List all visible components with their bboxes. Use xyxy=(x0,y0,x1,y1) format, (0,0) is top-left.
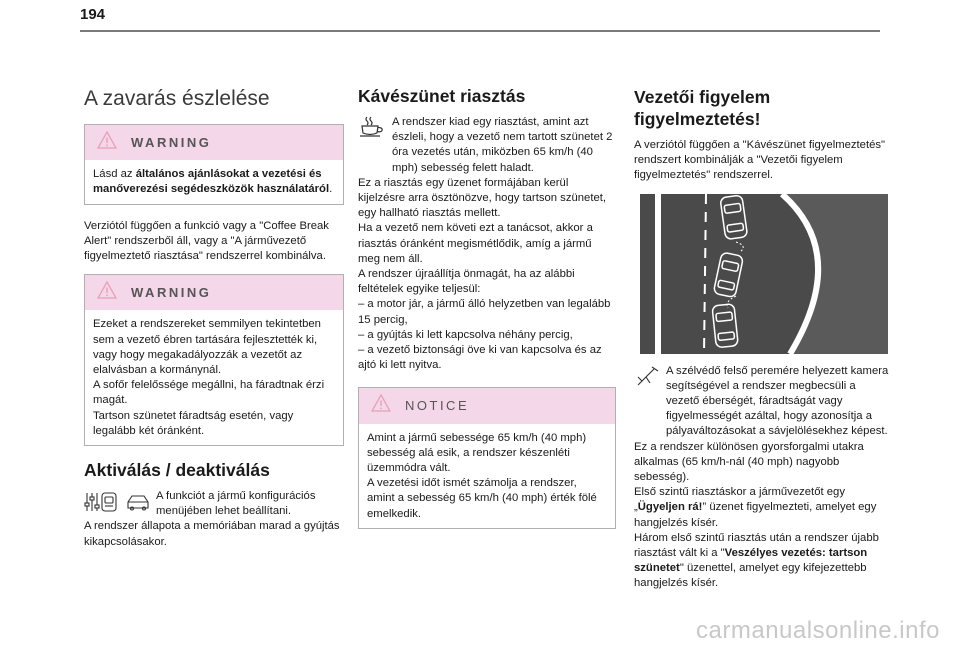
warning-header xyxy=(85,125,343,160)
notice-header xyxy=(359,388,615,423)
first-alert-suffix: ” üzenet figyelmezteti, amelyet egy hangjelzés kísér. xyxy=(634,501,877,529)
warning-triangle-icon xyxy=(97,281,117,304)
activation-memory-text: A rendszer állapota a memóriában marad a gyújtás kikapcsolásakor. xyxy=(84,520,340,548)
coffee-paragraph xyxy=(358,115,616,176)
camera-text: A szélvédő felső peremére helyezett kamera segítségével a rendszer megbecsüli a vezető éberségét, fáradtságát vagy figyelmességét azáltal, hogy azonosítja a pályaváltozásokat a sávjelölésekhez képest. xyxy=(666,364,889,438)
warning-text-prefix: Lásd az xyxy=(93,168,136,181)
coffee-repeat-text: Ha a vezető nem követi ezt a tanácsot, akkor a riasztás óránként megismétlődik, amíg a jármű meg nem áll. xyxy=(358,222,593,265)
coffee-cup-icon xyxy=(358,116,386,143)
header-divider xyxy=(80,30,880,32)
warning-line: Ezeket a rendszereket semmilyen tekintetben sem a vezető ébren tartására fejlesztették ki, vagy hogy megakadályozzák a vezetőt az elalvásban a kormánynál. xyxy=(93,318,321,377)
first-alert-prefix: Első szintű riasztáskor a járművezetőt egy „ xyxy=(634,486,845,514)
warning-triangle-icon xyxy=(97,131,117,154)
first-alert-message: Ügyeljen rá! xyxy=(637,501,703,514)
activation-paragraph xyxy=(84,489,344,519)
warning-line: A sofőr felelőssége megállni, ha fáradtnak érzi magát. xyxy=(93,379,325,407)
warning-body xyxy=(85,160,343,203)
notice-triangle-icon xyxy=(371,394,391,417)
notice-line: A vezetési időt ismét számolja a rendszer, amint a sebesség 65 km/h (40 mph) érték fölé emelkedik. xyxy=(367,477,597,520)
section-title-interference: A zavarás észlelése xyxy=(84,87,270,110)
watermark: carmanualsonline.info xyxy=(696,617,940,644)
notice-line: Amint a jármű sebessége 65 km/h (40 mph) sebesség alá esik, a rendszer készenléti üzemmódra vált. xyxy=(367,431,587,475)
intro-paragraph: Verziótól függően a funkció vagy a "Coffee Break Alert" rendszerből áll, vagy a "A járművezető figyelmeztető riasztása" rendszerrel kombinálva. xyxy=(84,219,329,263)
warning-header xyxy=(85,275,343,310)
column-left xyxy=(84,80,344,550)
reset-condition: – a gyújtás ki lett kapcsolva néhány percig, xyxy=(358,328,573,341)
warning-box-responsibility xyxy=(84,274,344,446)
second-alert-prefix: Három első szintű riasztás után a rendszer újabb riasztást vált ki a " xyxy=(634,531,879,560)
highway-text: Ez a rendszer különösen gyorsforgalmi utakra alkalmas (65 km/h-nál (40 mph) nagyobb sebesség). xyxy=(634,440,864,484)
warning-body xyxy=(85,310,343,445)
notice-label: NOTICE xyxy=(405,398,470,414)
warning-text-bold: általános ajánlásokat a vezetési és manőverezési segédeszközök használatáról xyxy=(93,168,330,196)
notice-box xyxy=(358,387,616,528)
lane-departure-illustration xyxy=(640,194,888,354)
section-title-driver-attention: Vezetői figyelem figyelmeztetés! xyxy=(634,87,771,129)
driver-attention-intro: A verziótól függően a "Kávészünet figyelmeztetés" rendszert kombinálják a "Vezetői figyelem figyelmeztetés" rendszerrel. xyxy=(634,139,886,182)
warning-line: Tartson szünetet fáradtság esetén, vagy legalább két óránként. xyxy=(93,409,294,437)
second-alert-suffix: " üzenettel, amelyet egy kifejezettebb hangjelzés kísér. xyxy=(634,562,867,590)
notice-body xyxy=(359,424,615,528)
warning-label: WARNING xyxy=(131,135,212,150)
second-alert-message: Veszélyes vezetés: tartson szünetet xyxy=(634,547,868,575)
reset-condition: – a motor jár, a jármű álló helyzetben van legalább 15 percig, xyxy=(358,298,611,326)
warning-box-general xyxy=(84,124,344,205)
page-number: 194 xyxy=(80,6,106,23)
second-level-alert-text xyxy=(634,531,892,592)
camera-icon xyxy=(634,365,660,392)
activation-text: A funkciót a jármű konfigurációs menüjében lehet beállítani. xyxy=(156,490,316,518)
first-level-alert-text xyxy=(634,485,892,531)
warning-label: WARNING xyxy=(131,285,212,301)
section-title-coffee-break: Kávészünet riasztás xyxy=(358,86,526,106)
camera-paragraph xyxy=(634,364,892,440)
coffee-reset-text: A rendszer újraállítja önmagát, ha az alábbi feltételek egyike teljesül: xyxy=(358,268,575,296)
config-menu-icon xyxy=(84,490,150,519)
column-middle xyxy=(358,80,616,543)
column-right xyxy=(634,80,892,592)
section-title-activation: Aktiválás / deaktiválás xyxy=(84,460,270,481)
coffee-text: A rendszer kiad egy riasztást, amint azt észleli, hogy a vezető nem tartott szünetet 2 óra vezetés után, miközben 65 km/h (40 mph) sebesség felett haladt. xyxy=(392,116,613,174)
warning-text-suffix: . xyxy=(329,183,333,196)
reset-condition: – a vezető biztonsági öve ki van kapcsolva és az ajtó ki lett nyitva. xyxy=(358,344,602,372)
coffee-message-text: Ez a riasztás egy üzenet formájában kerül kijelzésre arra ösztönözve, hogy tartson szünetet, egy hallható riasztás mellett. xyxy=(358,176,607,220)
